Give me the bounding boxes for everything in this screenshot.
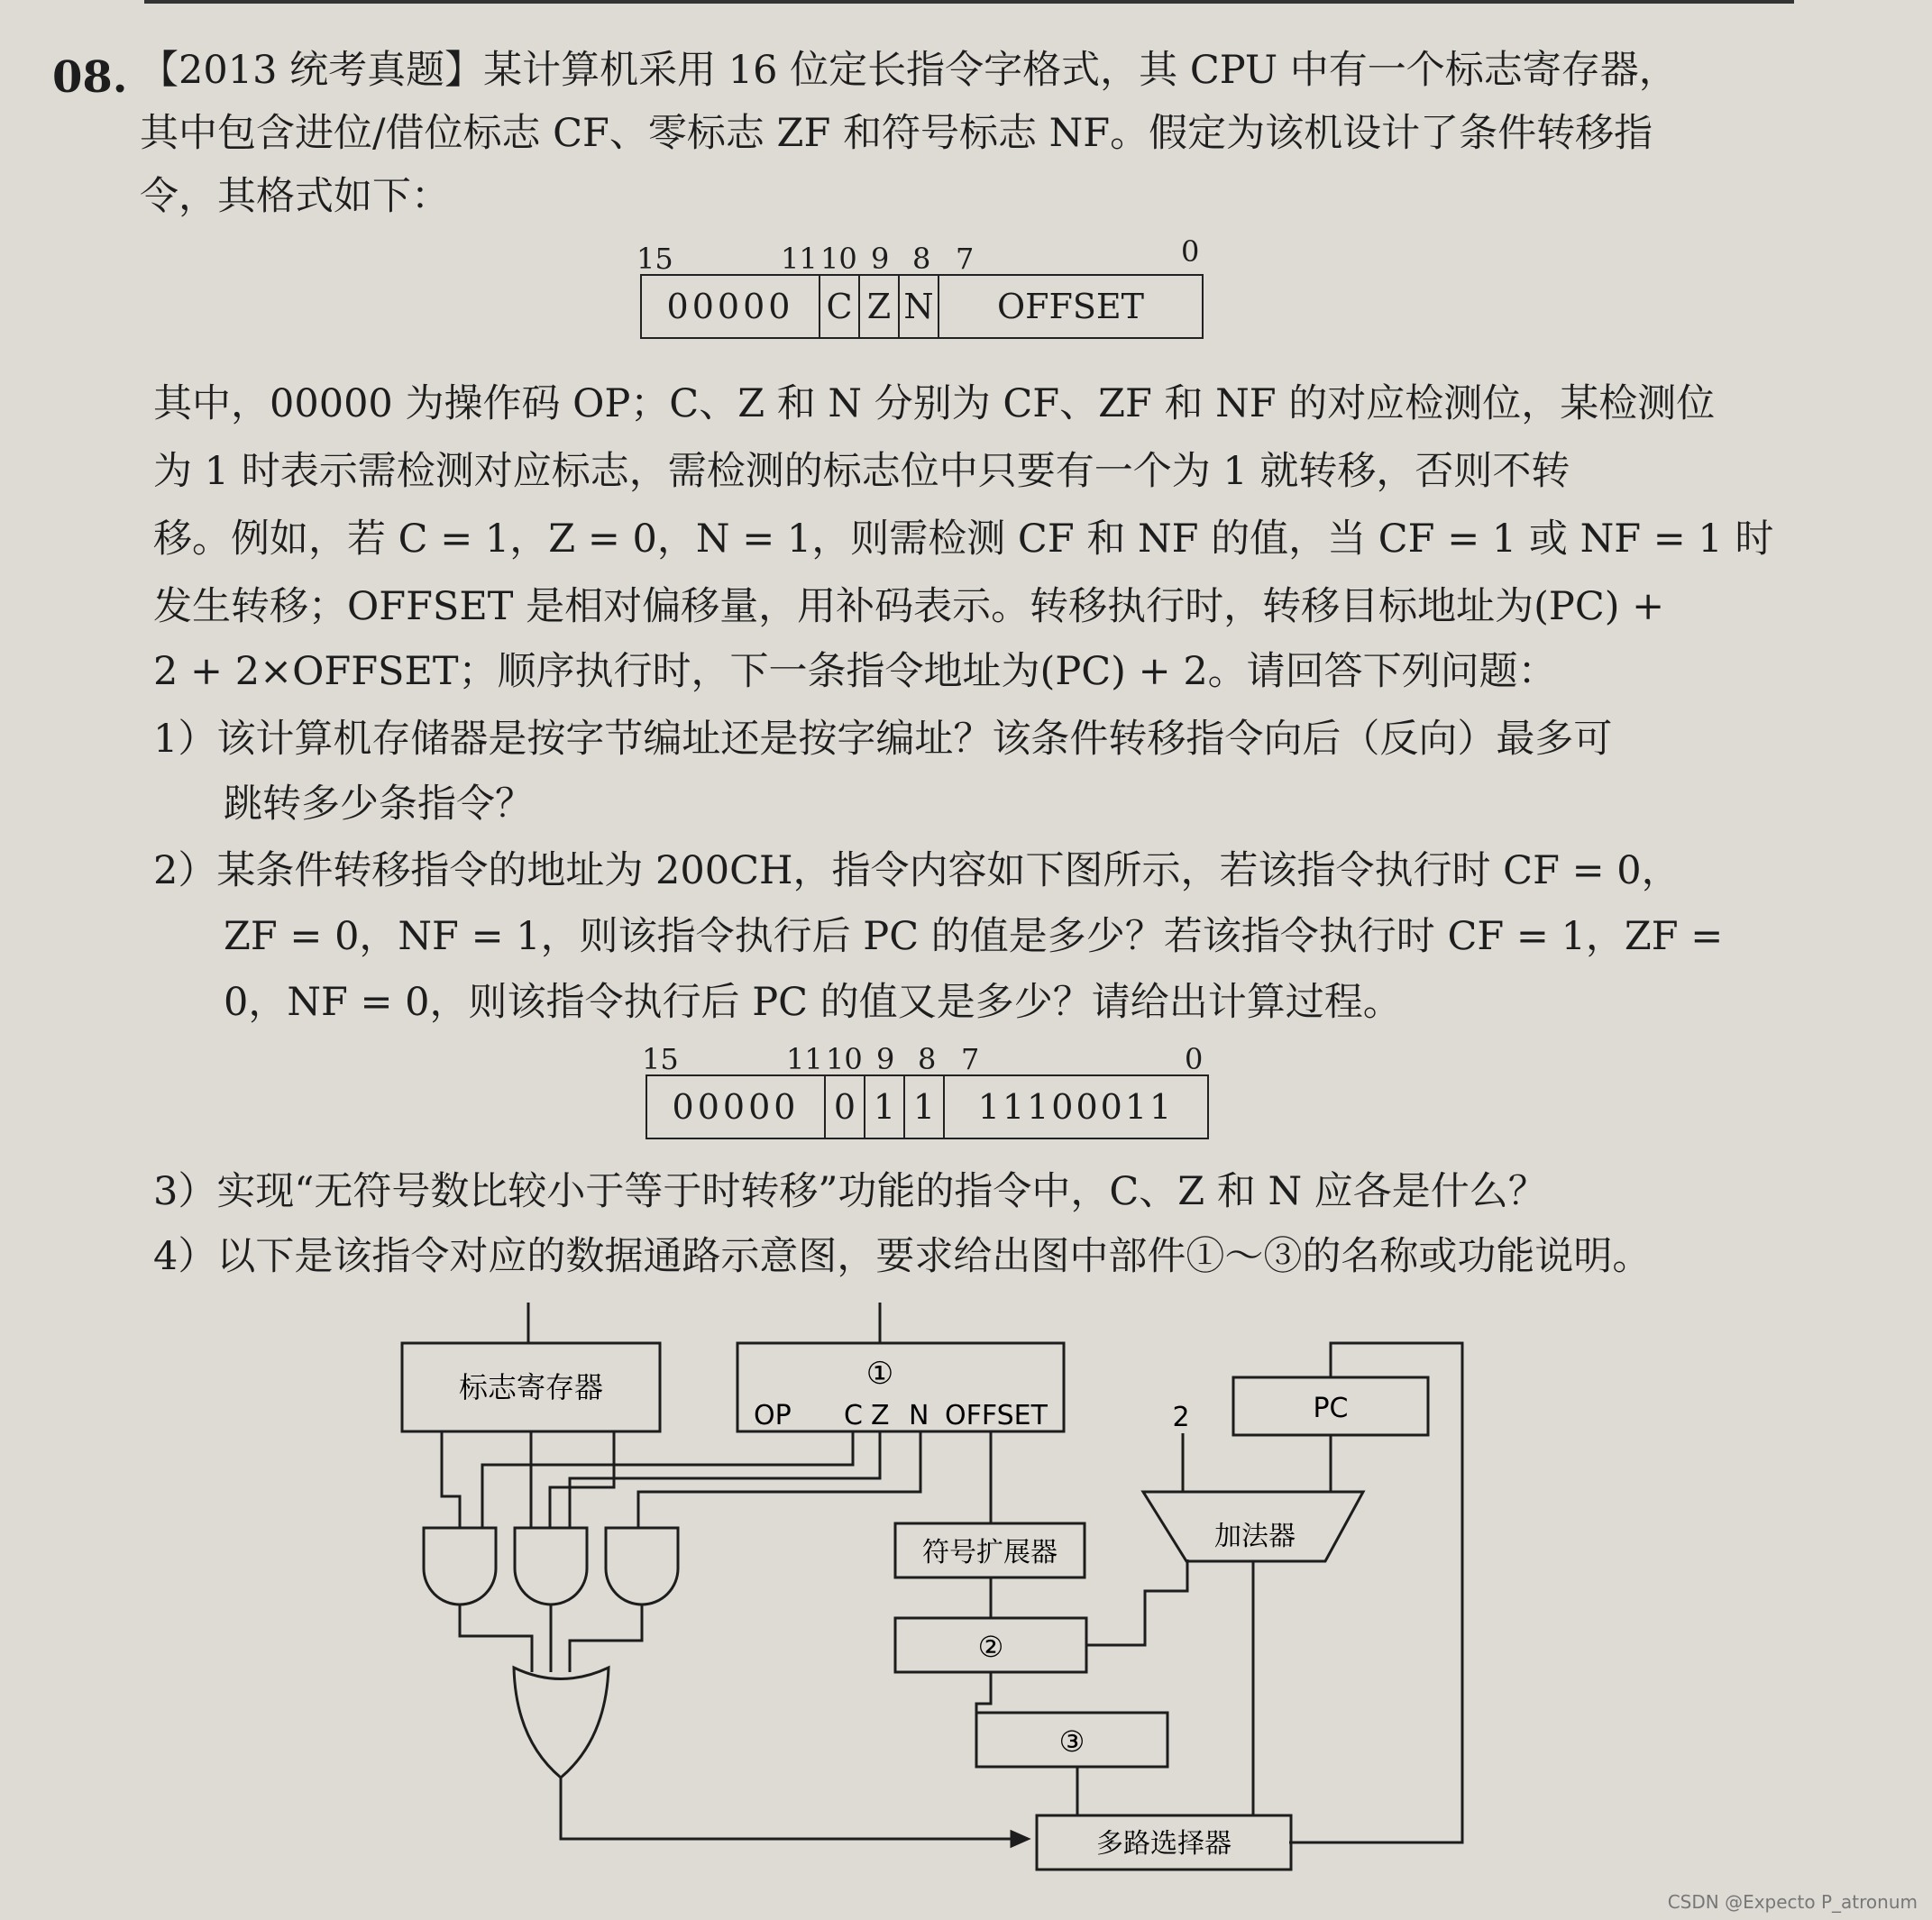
- watermark: CSDN @Expecto P_atronum: [1667, 1891, 1918, 1913]
- and-gate-2: [515, 1528, 587, 1605]
- op-value: 00000: [646, 1075, 825, 1138]
- q1-line-1: 1）该计算机存储器是按字节编址还是按字编址？该条件转移指令向后（反向）最多可: [153, 717, 1613, 762]
- n-value: 1: [904, 1075, 944, 1138]
- bit2-label-15: 15: [642, 1042, 679, 1076]
- question-line-1: 【2013 统考真题】某计算机采用 16 位定长指令字格式，其 CPU 中有一个标志寄存器，: [140, 48, 1678, 93]
- bit-label-9: 9: [871, 242, 890, 276]
- q3-line: 3）实现“无符号数比较小于等于时转移”功能的指令中，C、Z 和 N 应各是什么？: [153, 1169, 1547, 1214]
- question-number: 08.: [52, 52, 128, 103]
- n-field: N: [899, 275, 939, 338]
- c-field: C: [819, 275, 859, 338]
- and-gate-3: [606, 1528, 678, 1605]
- bit2-label-7: 7: [961, 1042, 980, 1076]
- op-field: 00000: [641, 275, 819, 338]
- ir-number: ①: [865, 1356, 894, 1392]
- box-3-label: ③: [1058, 1724, 1085, 1759]
- bit-label-15: 15: [636, 242, 673, 276]
- q2-line-1: 2）某条件转移指令的地址为 200CH，指令内容如下图所示，若该指令执行时 CF = 0，: [153, 848, 1680, 893]
- ir-n-label: N: [909, 1400, 929, 1431]
- description-line-1: 其中，00000 为操作码 OP；C、Z 和 N 分别为 CF、ZF 和 NF 的对应检测位，某检测位: [153, 381, 1716, 426]
- ir-op-label: OP: [754, 1400, 792, 1431]
- ir-c-label: C: [844, 1400, 863, 1431]
- bit-label-8: 8: [912, 242, 931, 276]
- description-line-3: 移。例如，若 C = 1，Z = 0，N = 1，则需检测 CF 和 NF 的值，当 CF = 1 或 NF = 1 时: [153, 517, 1774, 562]
- description-line-2: 为 1 时表示需检测对应标志，需检测的标志位中只要有一个为 1 就转移，否则不转: [153, 449, 1570, 494]
- bit-label-0: 0: [1181, 234, 1200, 269]
- bit-label-7: 7: [956, 242, 975, 276]
- q2-line-3: 0，NF = 0，则该指令执行后 PC 的值又是多少？请给出计算过程。: [224, 980, 1402, 1025]
- bit2-label-8: 8: [918, 1042, 937, 1076]
- flag-register-label: 标志寄存器: [458, 1370, 604, 1404]
- ir-z-label: Z: [871, 1400, 890, 1431]
- description-line-5: 2 + 2×OFFSET；顺序执行时，下一条指令地址为(PC) + 2。请回答下列问题：: [153, 649, 1557, 694]
- and-gate-1: [424, 1528, 496, 1605]
- pc-label: PC: [1313, 1393, 1349, 1424]
- mux-label: 多路选择器: [1096, 1828, 1232, 1860]
- q2-line-2: ZF = 0，NF = 1，则该指令执行后 PC 的值是多少？若该指令执行时 CF = 1，ZF =: [224, 914, 1724, 959]
- sign-extender-label: 符号扩展器: [922, 1537, 1058, 1568]
- q1-line-2: 跳转多少条指令？: [224, 782, 534, 827]
- bit2-label-10: 10: [826, 1042, 863, 1076]
- bit-label-10: 10: [820, 242, 857, 276]
- offset-value: 11100011: [944, 1075, 1208, 1138]
- z-value: 1: [865, 1075, 904, 1138]
- adder-label: 加法器: [1214, 1521, 1296, 1552]
- q4-line: 4）以下是该指令对应的数据通路示意图，要求给出图中部件①～③的名称或功能说明。: [153, 1234, 1652, 1279]
- box-2-label: ②: [977, 1630, 1004, 1664]
- z-field: Z: [859, 275, 899, 338]
- description-line-4: 发生转移；OFFSET 是相对偏移量，用补码表示。转移执行时，转移目标地址为(PC) +: [153, 584, 1665, 629]
- ir-offset-label: OFFSET: [945, 1400, 1048, 1431]
- offset-field: OFFSET: [939, 275, 1203, 338]
- c-value: 0: [825, 1075, 865, 1138]
- question-line-3: 令，其格式如下：: [140, 174, 450, 219]
- question-line-2: 其中包含进位/借位标志 CF、零标志 ZF 和符号标志 NF。假定为该机设计了条件转移指: [140, 111, 1653, 156]
- bit2-label-9: 9: [876, 1042, 895, 1076]
- or-gate: [514, 1668, 609, 1778]
- adder-constant-label: 2: [1172, 1402, 1190, 1433]
- bit-label-11: 11: [781, 242, 818, 276]
- bit2-label-0: 0: [1185, 1042, 1204, 1076]
- bit2-label-11: 11: [786, 1042, 823, 1076]
